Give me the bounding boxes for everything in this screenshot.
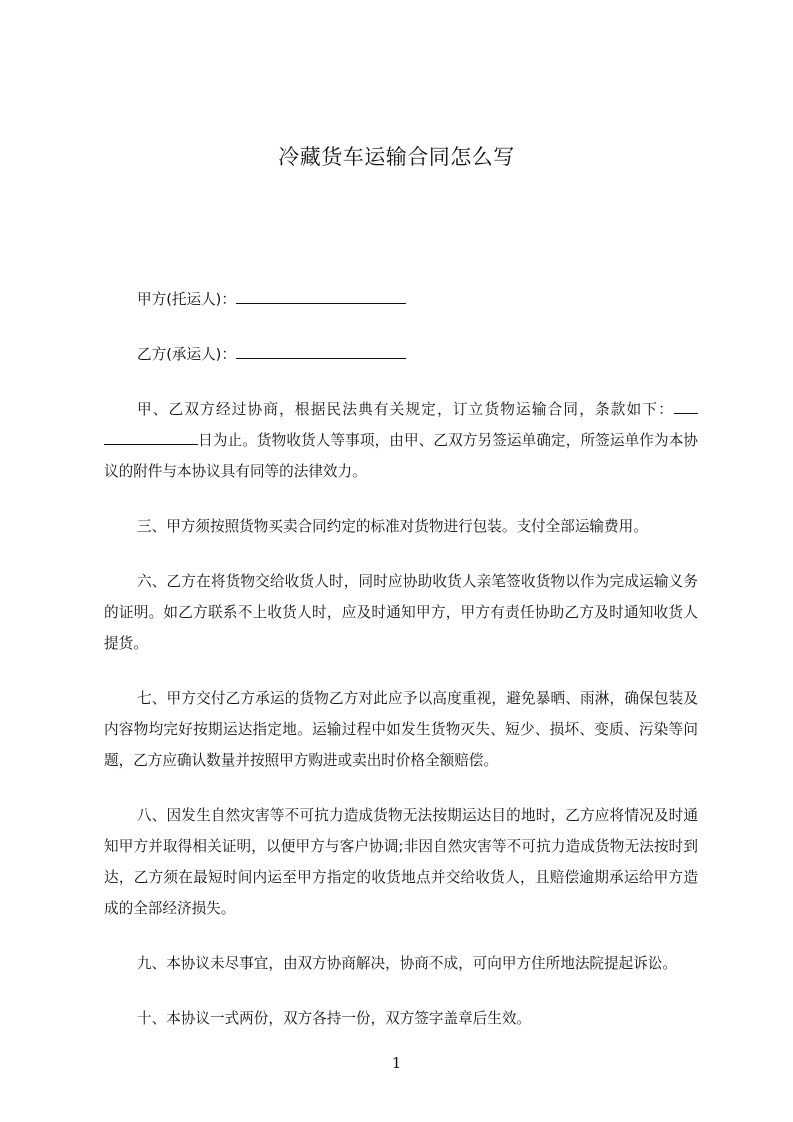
paragraph-clause-7: 七、甲方交付乙方承运的货物乙方对此应予以高度重视，避免暴晒、雨淋，确保包装及内容物均完好按期运达指定地。运输过程中如发生货物灭失、短少、损坏、变质、污染等问题，乙方应确认数量并按照甲方购进或卖出时价格全额赔偿。 [104, 690, 698, 769]
document-title: 冷藏货车运输合同怎么写 [278, 145, 515, 169]
paragraph-clause-6: 六、乙方在将货物交给收货人时，同时应协助收货人亲笔签收货物以作为完成运输义务的证明。如乙方联系不上收货人时，应及时通知甲方，甲方有责任协助乙方及时通知收货人提货。 [104, 573, 698, 652]
document-body [104, 284, 698, 1058]
party-b-label: 乙方(承运人)： [137, 346, 236, 363]
party-b-blank [236, 344, 406, 359]
paragraph-clause-10: 十、本协议一式两份，双方各持一份，双方签字盖章后生效。 [137, 1010, 532, 1027]
party-a-line [104, 284, 698, 315]
party-a-label: 甲方(托运人)： [137, 291, 236, 308]
page-number: 1 [391, 1054, 402, 1072]
party-a-blank [236, 289, 406, 304]
paragraph-agreement-text-2: 日为止。货物收货人等事项，由甲、乙双方另签运单确定，所签运单作为本协议的附件与本协议具有同等的法律效力。 [104, 432, 698, 480]
paragraph-agreement [104, 394, 698, 487]
paragraph-clause-9: 九、本协议未尽事宜，由双方协商解决，协商不成，可向甲方住所地法院提起诉讼。 [137, 955, 677, 972]
party-b-line [104, 339, 698, 370]
paragraph-clause-3: 三、甲方须按照货物买卖合同约定的标准对货物进行包装。支付全部运输费用。 [137, 518, 648, 535]
agreement-blank-1 [674, 399, 698, 414]
agreement-blank-2 [104, 430, 198, 445]
paragraph-agreement-text-1: 甲、乙双方经过协商，根据民法典有关规定，订立货物运输合同，条款如下： [137, 401, 674, 418]
paragraph-clause-8: 八、因发生自然灾害等不可抗力造成货物无法按期运达目的地时，乙方应将情况及时通知甲方并取得相关证明，以便甲方与客户协调;非因自然灾害等不可抗力造成货物无法按时到达，乙方须在最短时间内运至甲方指定的收货地点并交给收货人，且赔偿逾期承运给甲方造成的全部经济损失。 [104, 807, 698, 917]
